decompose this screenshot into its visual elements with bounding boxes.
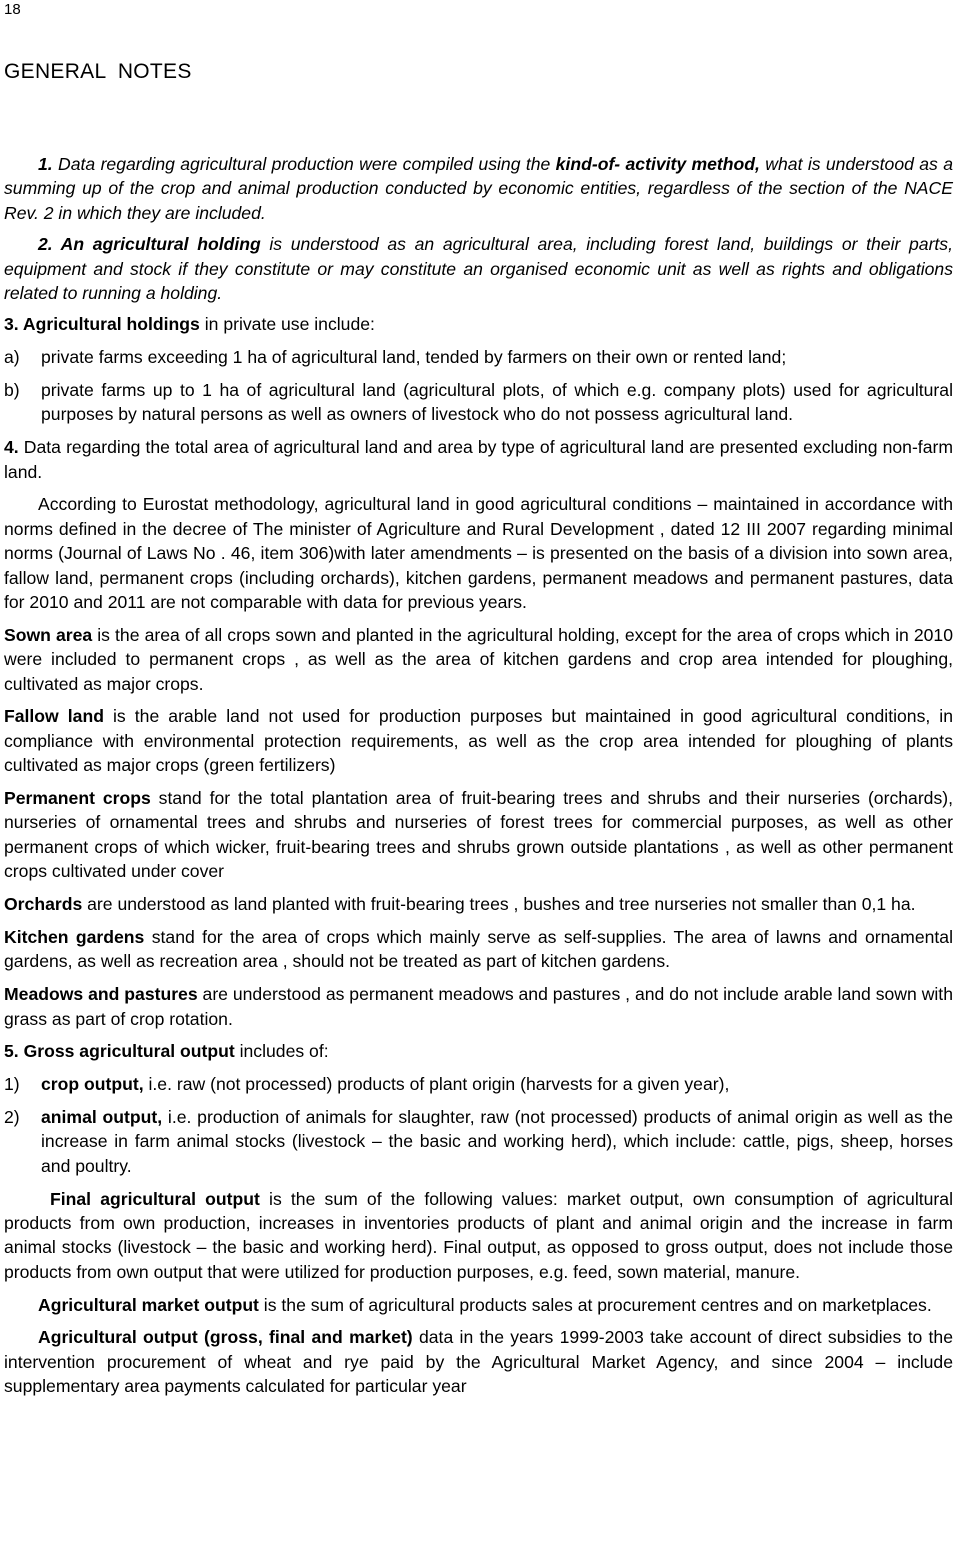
- note-text: includes of:: [234, 1041, 329, 1062]
- definition: stand for the area of crops which mainly serve as self-supplies. The area of lawns and ornamental gardens, as well as recreation area , should not be treated as part of kitchen gardens.: [4, 926, 953, 972]
- note-3: [4, 312, 953, 336]
- definition: are understood as land planted with fruit-bearing trees , bushes and tree nurseries not smaller than 0,1 ha.: [82, 894, 916, 915]
- note-text: is understood as an agricultural area, including forest land, buildings or their parts, equipment and stock if they constitute or may constitute an organised economic unit as well as rights and obligations related to running a holding.: [4, 234, 953, 304]
- note-text: what is understood as a summing up of the crop and animal production conducted by economic entities, regardless of the section of the NACE Rev. 2 in which they are included.: [4, 154, 953, 223]
- list-item-b: [4, 378, 953, 427]
- note-2: [4, 232, 953, 305]
- term: kind-of- activity method,: [555, 154, 760, 174]
- term: Gross agricultural output: [18, 1041, 235, 1062]
- term: Orchards: [4, 894, 83, 915]
- definition: i.e. raw (not processed) products of plant origin (harvests for a given year),: [143, 1074, 730, 1095]
- page-number: 18: [4, 1, 21, 18]
- list-item-2: [4, 1105, 953, 1178]
- definition: i.e. production of animals for slaughter, raw (not processed) products of animal origin as well as the increase in farm animal stocks (livestock – the basic and working herd), which include: cattle, pigs, sheep, horses and poultry.: [41, 1106, 953, 1176]
- final-output-paragraph: [4, 1187, 953, 1285]
- definition: is the arable land not used for production purposes but maintained in good agricultural conditions, in compliance with environmental protection requirements, as well as the crop area intended for ploughing of plants cultivated as major crops (green fertilizers): [4, 706, 953, 776]
- list-text: [41, 1072, 953, 1096]
- note-5: [4, 1039, 953, 1063]
- term: Sown area: [4, 624, 93, 645]
- term: crop output,: [41, 1074, 144, 1095]
- note-text: Data regarding agricultural production were compiled using the: [52, 154, 556, 174]
- note-text: Data regarding the total area of agricultural land and area by type of agricultural land are presented excluding non-farm land.: [4, 437, 953, 482]
- list-item-a: [4, 345, 953, 369]
- term: Agricultural output (gross, final and market): [38, 1327, 413, 1348]
- definition: are understood as permanent meadows and pastures , and do not include arable land sown with grass as part of crop rotation.: [4, 984, 953, 1029]
- list-text: private farms up to 1 ha of agricultural land (agricultural plots, of which e.g. company plots) used for agricultural purposes by natural persons as well as owners of livestock who do not possess agricultural land.: [41, 380, 953, 425]
- term: Kitchen gardens: [4, 926, 145, 947]
- term: Agricultural market output: [38, 1294, 259, 1315]
- list-text: private farms exceeding 1 ha of agricultural land, tended by farmers on their own or rented land;: [41, 347, 787, 368]
- term: animal output,: [41, 1106, 163, 1127]
- notes-1-2: [4, 152, 953, 305]
- page-title: GENERAL NOTES: [4, 60, 192, 83]
- list-marker: a): [4, 347, 20, 368]
- eurostat-paragraph: According to Eurostat methodology, agricultural land in good agricultural conditions – maintained in accordance with norms defined in the decree of The minister of Agriculture and Rural Development , dated 12 III 2007 regarding minimal norms (Journal of Laws No . 46, item 306)with later amendments – is presented on the basis of a division into sown area, fallow land, permanent crops (including orchards), kitchen gardens, permanent meadows and permanent pastures, data for 2010 and 2011 are not comparable with data for previous years.: [4, 494, 953, 613]
- orchards-paragraph: [4, 892, 953, 916]
- market-output-paragraph: [4, 1293, 953, 1317]
- term: An agricultural holding: [52, 234, 261, 255]
- meadows-paragraph: [4, 982, 953, 1031]
- kitchen-gardens-paragraph: [4, 925, 953, 974]
- term: Fallow land: [4, 706, 104, 727]
- term: Permanent crops: [4, 788, 151, 809]
- permanent-crops-paragraph: [4, 786, 953, 884]
- definition: is the area of all crops sown and planted in the agricultural holding, except for the area of crops which in 2010 were included to permanent crops , as well as the area of kitchen gardens and crop area intended for ploughing, cultivated as major crops.: [4, 624, 953, 694]
- note-number: 4.: [4, 437, 19, 458]
- output-subsidies-paragraph: [4, 1325, 953, 1398]
- definition: is the sum of agricultural products sales at procurement centres and on marketplaces.: [258, 1294, 932, 1315]
- definition: is the sum of the following values: market output, own consumption of agricultural products from own production, increases in inventories products of plant and animal origin and the increase in farm animal stocks (livestock – the basic and working herd). Final output, as opposed to gross output, does not include those products from own output that were utilized for production purposes, e.g. feed, sown material, manure.: [4, 1188, 953, 1282]
- term: Agricultural holdings: [18, 314, 200, 335]
- list-marker: 1): [4, 1074, 20, 1095]
- list-marker: 2): [4, 1106, 20, 1127]
- note-1: [4, 152, 953, 225]
- term: Meadows and pastures: [4, 984, 198, 1005]
- note-number: 2.: [38, 234, 53, 255]
- note-number: 1.: [38, 154, 53, 174]
- note-number: 5.: [4, 1041, 19, 1062]
- term: Final agricultural output: [50, 1188, 260, 1209]
- note-text: in private use include:: [199, 314, 375, 335]
- list-item-1: [4, 1072, 953, 1096]
- list-marker: b): [4, 380, 20, 401]
- definition: stand for the total plantation area of fruit-bearing trees and shrubs and their nurseries (orchards), nurseries of ornamental trees and shrubs and nurseries of forest trees for commercial purposes, as well as other permanent crops of which wicker, fruit-bearing trees and shrubs grown outside plantations , as well as other permanent crops cultivated under cover: [4, 788, 954, 882]
- note-number: 3.: [4, 314, 19, 335]
- fallow-land-paragraph: [4, 704, 953, 777]
- note-4: [4, 435, 953, 484]
- document-body: [4, 152, 953, 1407]
- list-text: [41, 1105, 953, 1178]
- definition: data in the years 1999-2003 take account of direct subsidies to the intervention procurement of wheat and rye paid by the Agricultural Market Agency, and since 2004 – include supplementary area payments calculated for particular year: [4, 1327, 954, 1397]
- sown-area-paragraph: [4, 623, 953, 696]
